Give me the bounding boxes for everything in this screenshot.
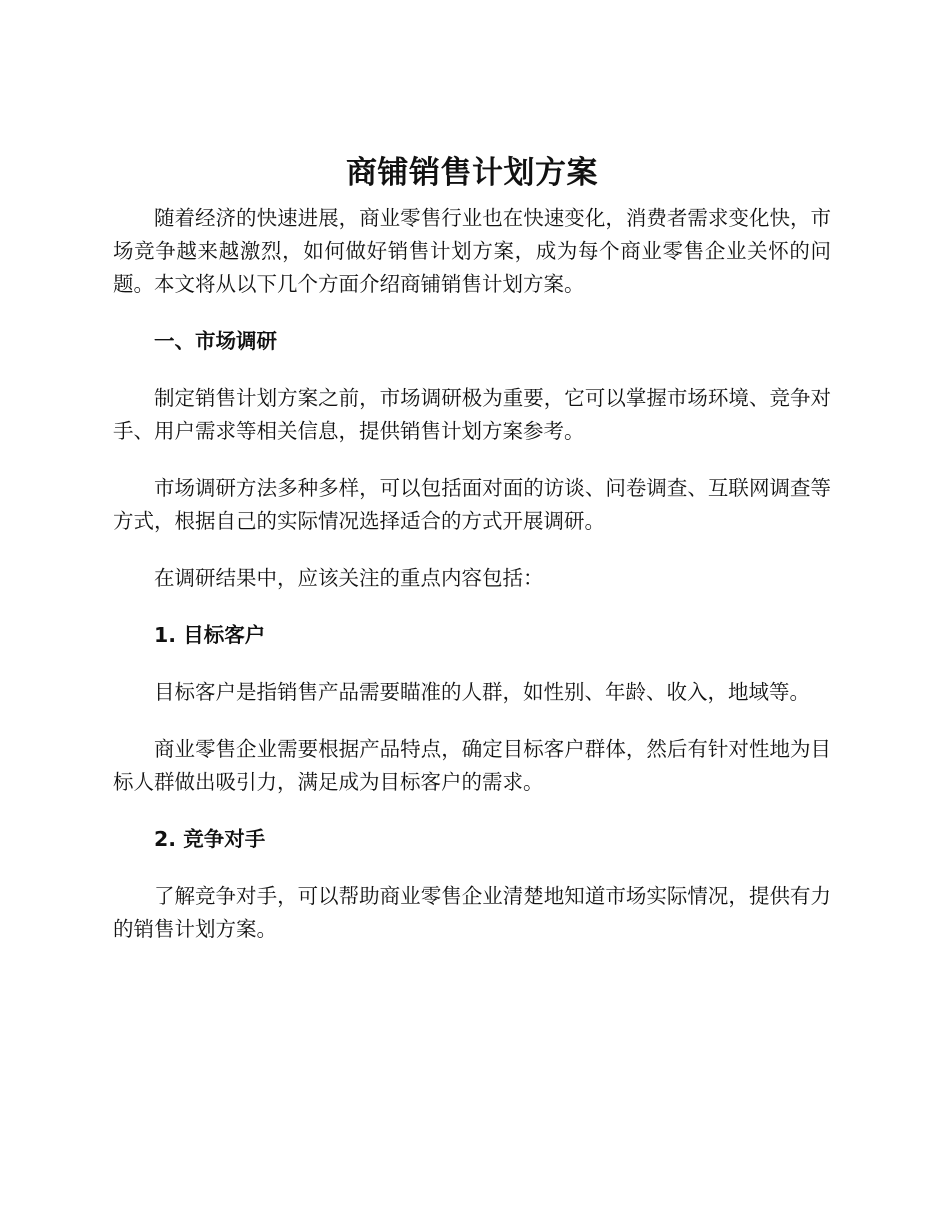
subheading-competitors: 2. 竞争对手	[154, 827, 266, 851]
subheading-target-customers: 1. 目标客户	[154, 623, 266, 647]
paragraph-research-importance: 制定销售计划方案之前，市场调研极为重要，它可以掌握市场环境、竞争对手、用户需求等相关信息，提供销售计划方案参考。	[113, 386, 831, 443]
document-title: 商铺销售计划方案	[346, 155, 598, 191]
intro-paragraph: 随着经济的快速进展，商业零售行业也在快速变化，消费者需求变化快，市场竞争越来越激烈，如何做好销售计划方案，成为每个商业零售企业关怀的问题。本文将从以下几个方面介绍商铺销售计划方案。	[113, 206, 831, 296]
paragraph-competitors: 了解竞争对手，可以帮助商业零售企业清楚地知道市场实际情况，提供有力的销售计划方案。	[113, 884, 831, 941]
document-page	[113, 150, 831, 946]
paragraph-research-focus: 在调研结果中，应该关注的重点内容包括：	[154, 566, 544, 590]
section-heading-market-research: 一、市场调研	[154, 329, 277, 353]
paragraph-target-strategy: 商业零售企业需要根据产品特点，确定目标客户群体，然后有针对性地为目标人群做出吸引力，满足成为目标客户的需求。	[113, 737, 831, 794]
paragraph-target-definition: 目标客户是指销售产品需要瞄准的人群，如性别、年龄、收入，地域等。	[154, 680, 810, 704]
paragraph-research-methods: 市场调研方法多种多样，可以包括面对面的访谈、问卷调查、互联网调查等方式，根据自己的实际情况选择适合的方式开展调研。	[113, 476, 831, 533]
